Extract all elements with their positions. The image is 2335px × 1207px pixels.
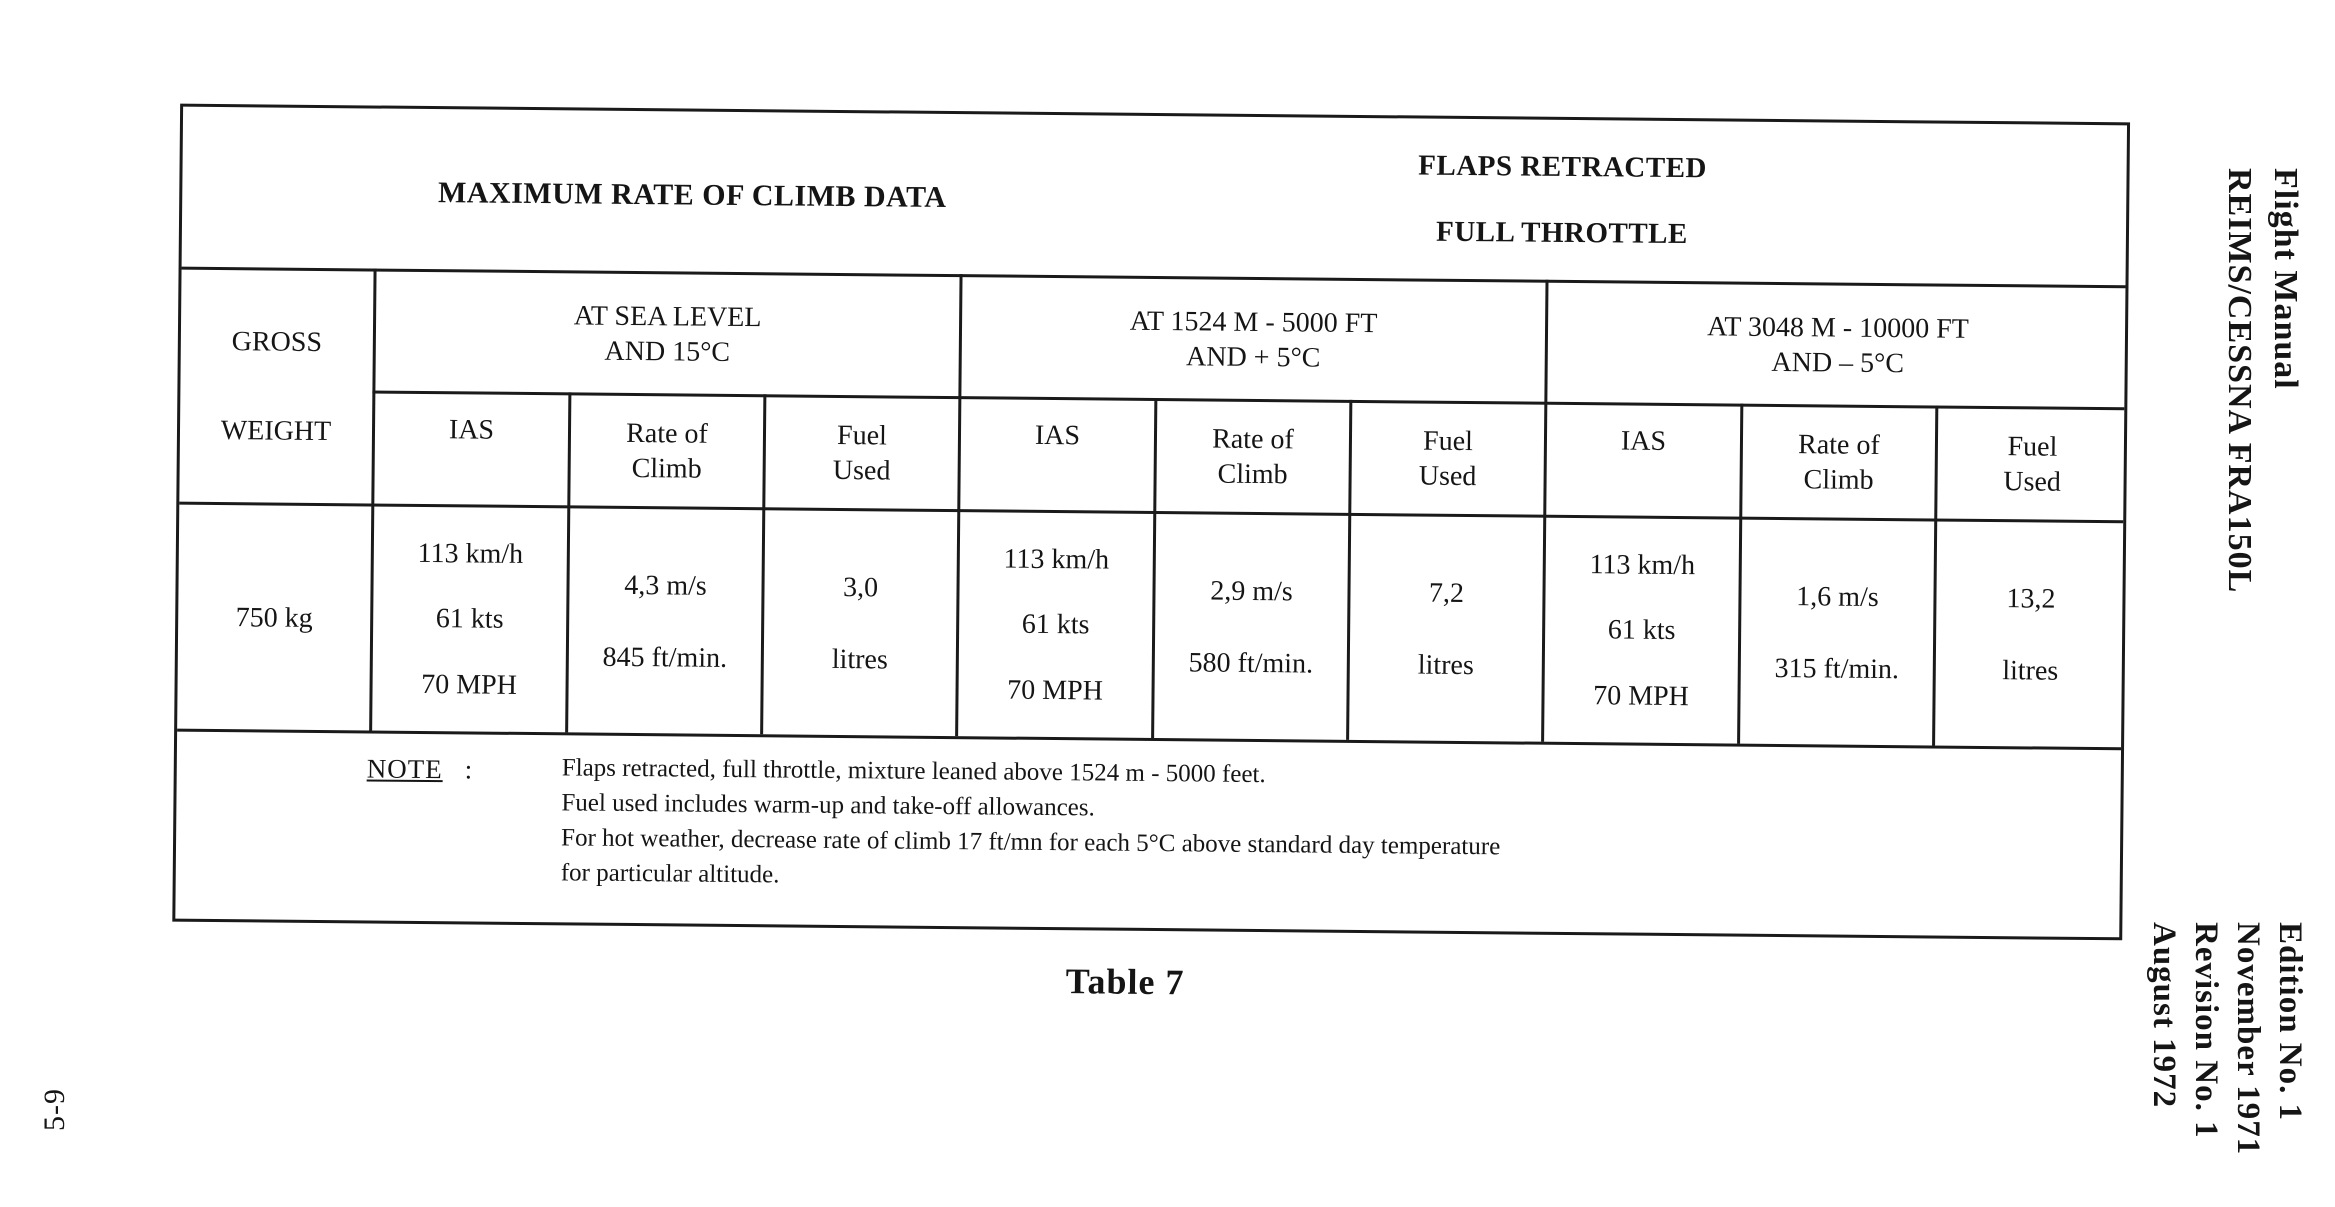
ias-values-sea-level [372, 507, 567, 733]
group-header-5000ft [961, 277, 1545, 402]
ias-kts: 61 kts [1607, 614, 1676, 647]
ias-kmh: 113 km/h [1589, 549, 1696, 582]
group-header-line2: AND 15°C [604, 335, 731, 368]
ias-values-5000ft [958, 512, 1153, 738]
subheader-fuel-used [765, 397, 958, 509]
subheader-fuel-used [1937, 409, 2127, 521]
note-label: NOTE [366, 753, 443, 785]
group-header-line1: AT SEA LEVEL [573, 299, 762, 333]
edition-line4: August 1972 [2146, 922, 2182, 1109]
fuel-unit: litres [2002, 654, 2059, 687]
roc-values-10000ft [1740, 520, 1934, 746]
note-line: Flaps retracted, full throttle, mixture leaned above 1524 m - 5000 feet. [561, 754, 1266, 789]
note-colon: : [464, 754, 473, 785]
subheader-rate-of-climb [570, 395, 763, 507]
gross-weight-header-line2: WEIGHT [220, 415, 332, 448]
group-header-line1: AT 3048 M - 10000 FT [1707, 310, 1970, 345]
condition-flaps: FLAPS RETRACTED [1418, 149, 1708, 185]
fuel-amount: 3,0 [842, 571, 879, 603]
subheader-fuel-line1: Fuel [836, 419, 888, 452]
subheader-roc-line1: Rate of [1211, 423, 1294, 456]
subheader-roc-line2: Climb [1803, 464, 1874, 496]
roc-ftmin: 580 ft/min. [1188, 646, 1314, 680]
roc-values-sea-level [568, 508, 762, 734]
edition-line1: Edition No. 1 [2272, 922, 2308, 1122]
subheader-roc-line1: Rate of [1797, 429, 1880, 461]
table-title: MAXIMUM RATE OF CLIMB DATA [437, 176, 947, 215]
subheader-roc-line1: Rate of [626, 417, 708, 450]
ias-mph: 70 MPH [1007, 674, 1104, 707]
fuel-values-10000ft [1935, 522, 2126, 748]
roc-ftmin: 315 ft/min. [1774, 652, 1900, 685]
note-line: For hot weather, decrease rate of climb 17 ft/mn for each 5°C above standard day temperature [560, 824, 1501, 861]
condition-throttle: FULL THROTTLE [1435, 215, 1688, 250]
fuel-unit: litres [1417, 649, 1474, 681]
edition-info [2143, 922, 2311, 1155]
ias-kmh: 113 km/h [1003, 543, 1110, 576]
roc-values-5000ft [1154, 514, 1348, 740]
group-header-10000ft [1547, 283, 2128, 408]
fuel-values-5000ft [1349, 516, 1543, 742]
subheader-fuel-line1: Fuel [1422, 425, 1474, 458]
roc-ms: 1,6 m/s [1796, 580, 1879, 613]
climb-data-table [172, 104, 2130, 941]
table-caption: Table 7 [1065, 961, 1185, 1003]
roc-ms: 2,9 m/s [1210, 575, 1293, 607]
edition-line3: Revision No. 1 [2188, 922, 2224, 1139]
subheader-roc-line2: Climb [1217, 458, 1288, 491]
note-text [561, 750, 1962, 903]
gross-weight-header [179, 270, 373, 504]
note-line: Fuel used includes warm-up and take-off allowances. [561, 789, 1095, 822]
group-header-sea-level [375, 272, 959, 397]
group-header-line2: AND + 5°C [1185, 340, 1321, 374]
group-header-line1: AT 1524 M - 5000 FT [1129, 305, 1378, 339]
roc-ftmin: 845 ft/min. [602, 641, 728, 674]
ias-mph: 70 MPH [1593, 680, 1690, 712]
subheader-fuel-line2: Used [2003, 466, 2062, 498]
ias-kts: 61 kts [435, 603, 504, 636]
fuel-values-sea-level [763, 510, 957, 736]
subheader-ias: IAS [448, 414, 495, 446]
fuel-amount: 7,2 [1428, 577, 1465, 609]
gross-weight-header-line1: GROSS [231, 326, 323, 359]
subheader-ias: IAS [1034, 419, 1081, 452]
group-header-line2: AND – 5°C [1771, 346, 1905, 379]
ias-kts: 61 kts [1021, 609, 1090, 641]
ias-kmh: 113 km/h [417, 538, 524, 571]
weight-value: 750 kg [235, 601, 313, 634]
subheader-ias: IAS [1620, 425, 1667, 457]
subheader-fuel-line2: Used [1418, 460, 1477, 493]
subheader-roc-line2: Climb [631, 452, 702, 485]
manual-header [2216, 168, 2308, 593]
manual-header-line1: Flight Manual [2267, 168, 2304, 390]
fuel-unit: litres [831, 643, 888, 675]
page-number: 5-9 [38, 1088, 71, 1131]
subheader-fuel-used [1351, 403, 1544, 515]
ias-mph: 70 MPH [421, 668, 518, 701]
subheader-rate-of-climb [1156, 401, 1349, 513]
subheader-rate-of-climb [1742, 407, 1935, 519]
fuel-amount: 13,2 [2006, 582, 2056, 615]
edition-line2: November 1971 [2230, 922, 2266, 1156]
subheader-fuel-line2: Used [832, 454, 891, 487]
note-line: for particular altitude. [560, 859, 780, 889]
ias-values-10000ft [1544, 518, 1739, 744]
table-conditions [1212, 117, 1914, 284]
manual-header-line2: REIMS/CESSNA FRA150L [2221, 168, 2258, 594]
subheader-fuel-line1: Fuel [2007, 431, 2058, 463]
roc-ms: 4,3 m/s [624, 569, 707, 602]
